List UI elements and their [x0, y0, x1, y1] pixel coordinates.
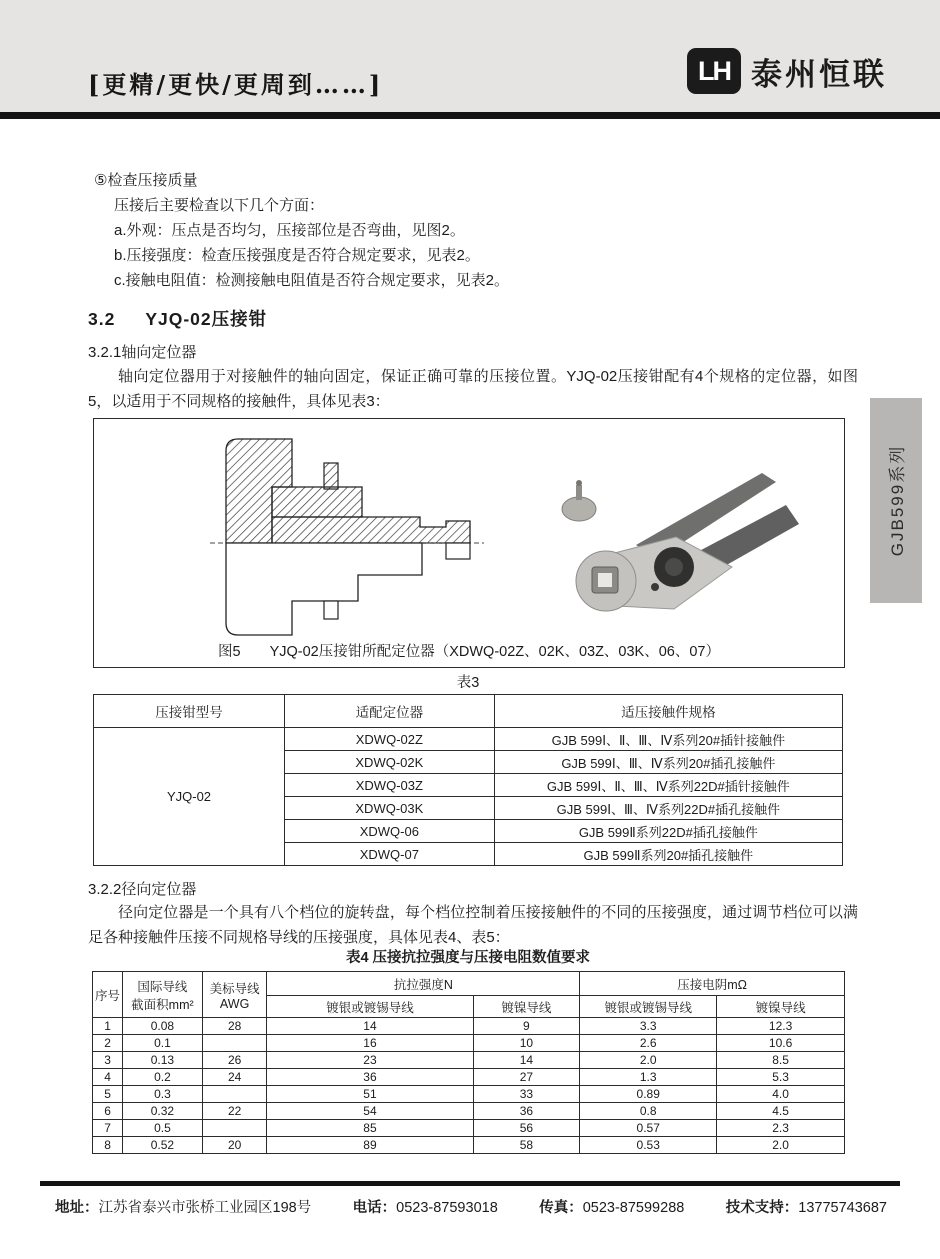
- table3-cell: GJB 599Ⅰ、Ⅱ、Ⅲ、Ⅳ系列20#插针接触件: [494, 728, 842, 751]
- footer-value: 0523-87593018: [396, 1200, 498, 1216]
- table3-header-row: [94, 695, 843, 728]
- table4-cell: 0.32: [123, 1103, 203, 1120]
- section-3-2-1-paragraph: 轴向定位器用于对接触件的轴向固定，保证正确可靠的压接位置。YJQ-02压接钳配有4个规格的定位器，如图5，以适用于不同规格的接触件，具体见表3：: [88, 368, 858, 410]
- table-row: [93, 1052, 845, 1069]
- table4-cell: 1.3: [580, 1069, 717, 1086]
- table4-cell: 23: [267, 1052, 473, 1069]
- table4-subheader: 镀镍导线: [717, 996, 845, 1018]
- table3-cell: XDWQ-06: [284, 820, 494, 843]
- quality-check-section: [94, 168, 509, 293]
- table4-cell: 9: [473, 1018, 580, 1035]
- table4-cell: 14: [267, 1018, 473, 1035]
- table4-cell: 58: [473, 1137, 580, 1154]
- footer-label: 电话：: [352, 1200, 397, 1216]
- table4-cell: 89: [267, 1137, 473, 1154]
- footer-value: 13775743687: [798, 1200, 887, 1216]
- table4-cell: 56: [473, 1120, 580, 1137]
- table4-cell: 27: [473, 1069, 580, 1086]
- table4-subheader: 镀银或镀锡导线: [267, 996, 473, 1018]
- header-slogan: [更精/更快/更周到……]: [88, 70, 384, 99]
- page-footer: [55, 1196, 887, 1217]
- table4-header-tensile-group: 抗拉强度N: [267, 972, 580, 996]
- table4-cell: 0.52: [123, 1137, 203, 1154]
- table4-cell: 85: [267, 1120, 473, 1137]
- table-row: [93, 1086, 845, 1103]
- section-title: YJQ-02压接钳: [145, 309, 268, 329]
- table4-cell: 0.08: [123, 1018, 203, 1035]
- footer-label: 传真：: [539, 1200, 583, 1216]
- table4-cell: 14: [473, 1052, 580, 1069]
- table4-cell: 2.0: [717, 1137, 845, 1154]
- table4-cell: 36: [267, 1069, 473, 1086]
- company-logo: [687, 48, 887, 94]
- quality-check-line: b.压接强度：检查压接强度是否符合规定要求，见表2。: [114, 247, 480, 264]
- table4-cell: 8.5: [717, 1052, 845, 1069]
- table4-cell: 12.3: [717, 1018, 845, 1035]
- table3-model-cell: YJQ-02: [94, 728, 285, 866]
- table4-cell: 36: [473, 1103, 580, 1120]
- company-name: 泰州恒联: [751, 56, 887, 92]
- table3-cell: XDWQ-03Z: [284, 774, 494, 797]
- figure5-caption: 图5 YJQ-02压接钳所配定位器（XDWQ-02Z、02K、03Z、03K、06、07）: [218, 644, 720, 660]
- table4-header-line: 截面积mm²: [131, 997, 194, 1012]
- table4-header-intl: [123, 972, 203, 1018]
- table4-header-line: AWG: [219, 996, 250, 1011]
- table4-cell: 33: [473, 1086, 580, 1103]
- table4-subheader: 镀银或镀锡导线: [580, 996, 717, 1018]
- series-side-tab-label: GJB599系列: [888, 444, 908, 557]
- table4-header-row: [93, 972, 845, 996]
- figure5-cross-section-drawing: [174, 431, 504, 641]
- table4-caption: 表4 压接抗拉强度与压接电阻数值要求: [345, 950, 591, 966]
- table3: [93, 694, 843, 866]
- footer-label: 技术支持：: [725, 1200, 799, 1216]
- table4-cell: 5.3: [717, 1069, 845, 1086]
- table4-cell: 2.0: [580, 1052, 717, 1069]
- table3-cell: GJB 599Ⅰ、Ⅲ、Ⅳ系列22D#插孔接触件: [494, 797, 842, 820]
- table3-cell: GJB 599Ⅰ、Ⅲ、Ⅳ系列20#插孔接触件: [494, 751, 842, 774]
- table4-cell: 3: [93, 1052, 123, 1069]
- table4-subheader: 镀镍导线: [473, 996, 580, 1018]
- table3-cell: GJB 599Ⅱ系列20#插孔接触件: [494, 843, 842, 866]
- footer-rule: [40, 1181, 900, 1186]
- quality-check-line: 压接后主要检查以下几个方面：: [114, 197, 325, 214]
- table4-cell: 26: [202, 1052, 267, 1069]
- table3-cell: XDWQ-02K: [284, 751, 494, 774]
- table4-cell: 5: [93, 1086, 123, 1103]
- table4-cell: 2.3: [717, 1120, 845, 1137]
- table4-cell: 0.57: [580, 1120, 717, 1137]
- table4-cell: [202, 1120, 267, 1137]
- section-3-2-heading: [88, 306, 267, 331]
- table4-cell: 20: [202, 1137, 267, 1154]
- table-row: [93, 1103, 845, 1120]
- footer-address: [55, 1196, 311, 1217]
- table4-cell: 22: [202, 1103, 267, 1120]
- table4-header-line: 美标导线: [209, 981, 260, 996]
- table4-cell: 7: [93, 1120, 123, 1137]
- table4-header-seq: 序号: [93, 972, 123, 1018]
- table4-cell: 0.3: [123, 1086, 203, 1103]
- lh-logo-icon: LH: [687, 48, 741, 94]
- table3-label: 表3: [456, 675, 480, 691]
- table4-cell: 4.0: [717, 1086, 845, 1103]
- footer-value: 江苏省泰兴市张桥工业园区198号: [98, 1200, 312, 1216]
- table3-cell: XDWQ-03K: [284, 797, 494, 820]
- table4-header-line: 国际导线: [137, 979, 188, 994]
- table4: [92, 971, 845, 1154]
- header-rule: [0, 112, 940, 119]
- page-header: [0, 0, 940, 112]
- table3-cell: GJB 599Ⅱ系列22D#插孔接触件: [494, 820, 842, 843]
- table4-cell: 0.53: [580, 1137, 717, 1154]
- table4-cell: 2: [93, 1035, 123, 1052]
- table4-cell: 24: [202, 1069, 267, 1086]
- table4-cell: 0.8: [580, 1103, 717, 1120]
- table4-cell: 0.5: [123, 1120, 203, 1137]
- quality-check-line: a.外观：压点是否均匀，压接部位是否弯曲，见图2。: [114, 222, 465, 239]
- section-3-2-2-paragraph: 径向定位器是一个具有八个档位的旋转盘，每个档位控制着压接接触件的不同的压接强度，通过调节档位可以满足各种接触件压接不同规格导线的压接强度，具体见表4、表5：: [88, 904, 858, 946]
- table4-cell: 8: [93, 1137, 123, 1154]
- table4-cell: 4.5: [717, 1103, 845, 1120]
- footer-support: [726, 1196, 887, 1217]
- table4-cell: 6: [93, 1103, 123, 1120]
- table-row: [93, 1035, 845, 1052]
- table4-cell: 2.6: [580, 1035, 717, 1052]
- table4-cell: 0.13: [123, 1052, 203, 1069]
- footer-label: 地址：: [55, 1200, 99, 1216]
- figure5-box: [93, 418, 845, 668]
- table4-cell: 0.89: [580, 1086, 717, 1103]
- table4-cell: 10.6: [717, 1035, 845, 1052]
- table4-cell: 54: [267, 1103, 473, 1120]
- table4-cell: 10: [473, 1035, 580, 1052]
- figure5-crimp-tool-photo: [524, 449, 824, 629]
- section-3-2-1-heading: 3.2.1轴向定位器: [88, 344, 197, 361]
- table4-cell: 1: [93, 1018, 123, 1035]
- table-row: [94, 728, 843, 751]
- table-row: [93, 1120, 845, 1137]
- table3-header: 适配定位器: [284, 695, 494, 728]
- section-number: 3.2: [88, 309, 116, 329]
- table4-cell: 4: [93, 1069, 123, 1086]
- table4-cell: 0.2: [123, 1069, 203, 1086]
- table4-cell: 3.3: [580, 1018, 717, 1035]
- table4-cell: 16: [267, 1035, 473, 1052]
- table4-header-awg: [202, 972, 267, 1018]
- table4-cell: 28: [202, 1018, 267, 1035]
- quality-check-line: c.接触电阻值：检测接触电阻值是否符合规定要求，见表2。: [114, 272, 510, 289]
- table3-cell: XDWQ-02Z: [284, 728, 494, 751]
- table-row: [93, 1137, 845, 1154]
- table-row: [93, 1069, 845, 1086]
- footer-fax: [539, 1196, 684, 1217]
- quality-check-heading: ⑤检查压接质量: [94, 172, 198, 189]
- table4-cell: 0.1: [123, 1035, 203, 1052]
- table-row: [93, 1018, 845, 1035]
- table3-header: 适压接触件规格: [494, 695, 842, 728]
- table4-cell: [202, 1035, 267, 1052]
- table4-cell: 51: [267, 1086, 473, 1103]
- series-side-tab: [870, 398, 922, 603]
- table4-cell: [202, 1086, 267, 1103]
- footer-value: 0523-87599288: [582, 1200, 685, 1216]
- footer-phone: [353, 1196, 498, 1217]
- table4-header-resistance-group: 压接电阴mΩ: [580, 972, 845, 996]
- table3-header: 压接钳型号: [94, 695, 285, 728]
- table3-cell: XDWQ-07: [284, 843, 494, 866]
- section-3-2-2-heading: 3.2.2径向定位器: [88, 881, 197, 898]
- table3-cell: GJB 599Ⅰ、Ⅱ、Ⅲ、Ⅳ系列22D#插针接触件: [494, 774, 842, 797]
